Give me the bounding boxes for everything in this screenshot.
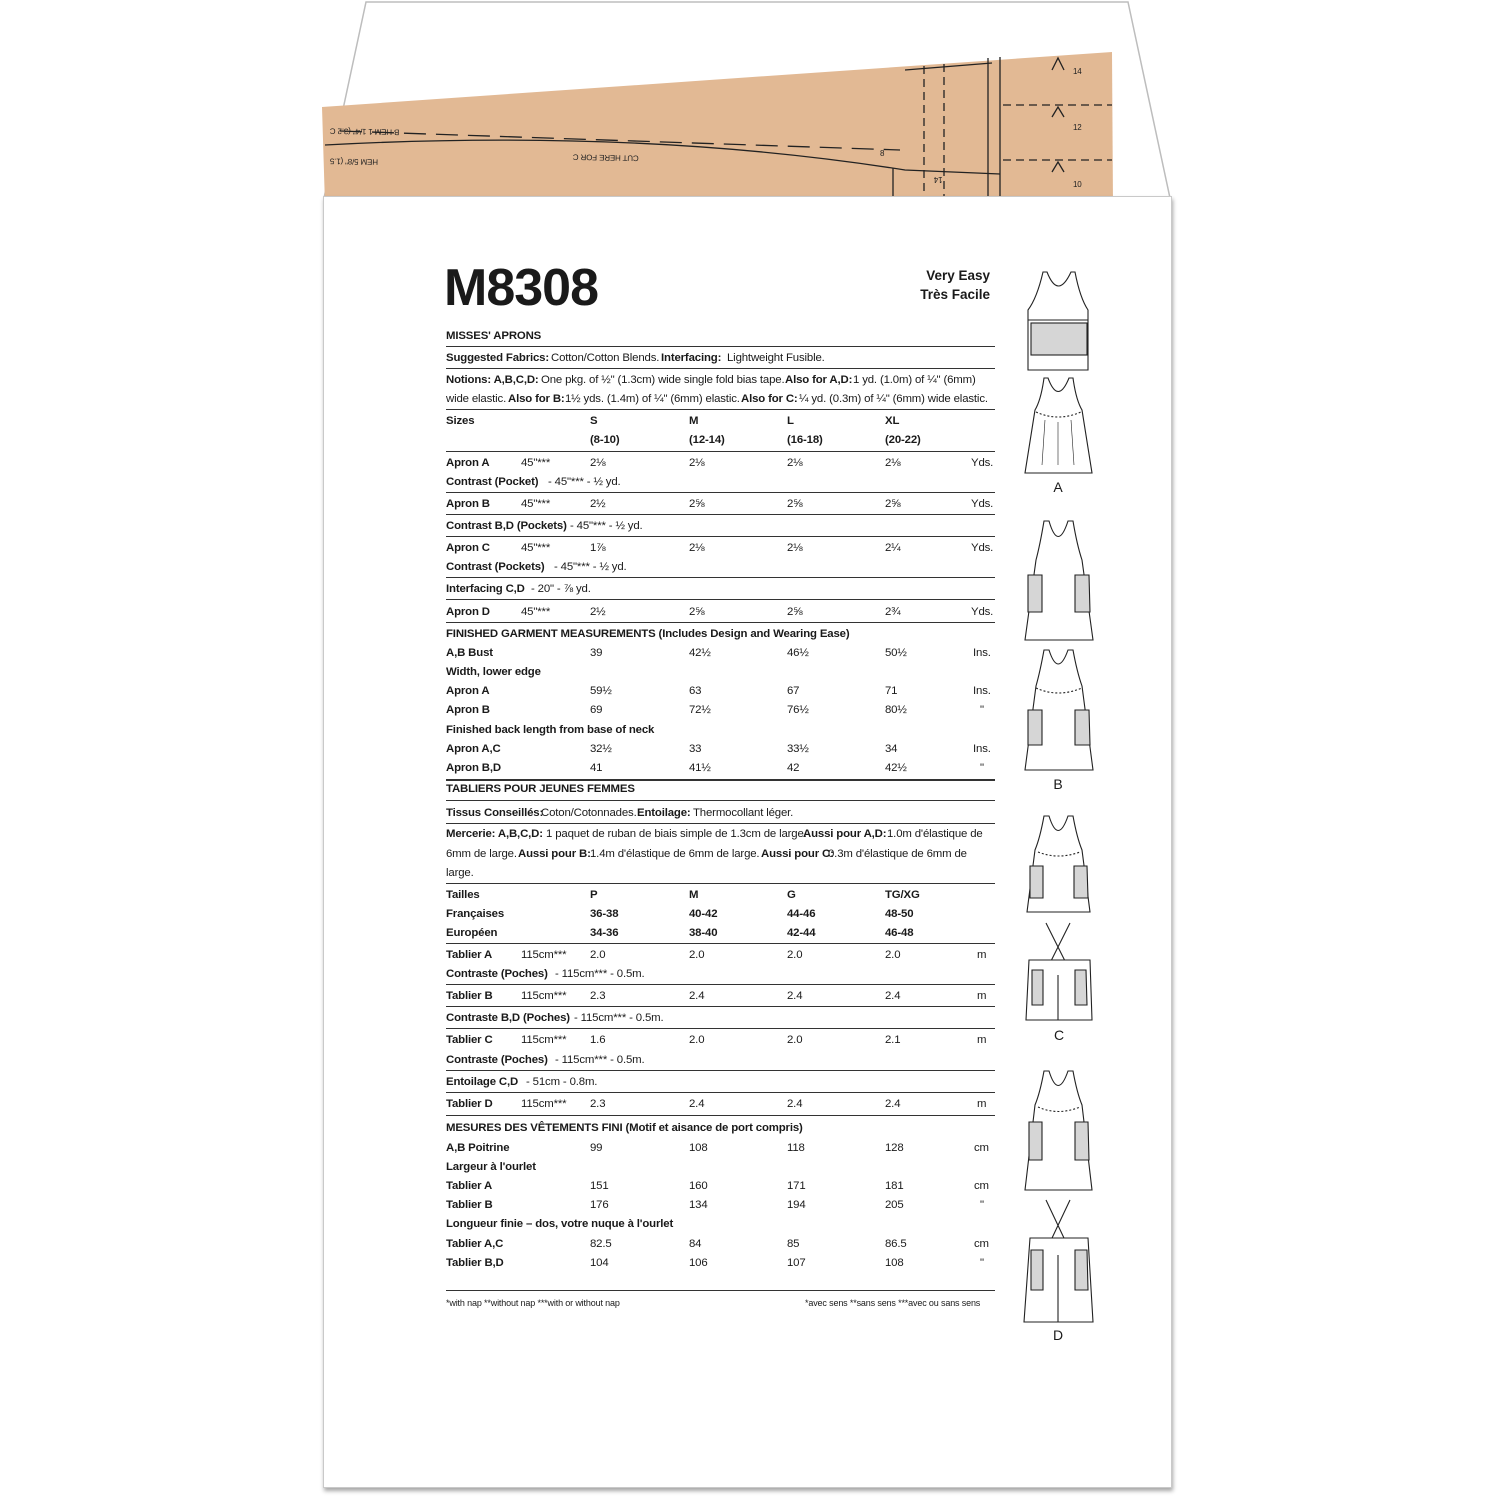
chart-cell: Also for A,D:	[785, 374, 853, 386]
tissue-label: 10	[1073, 180, 1082, 189]
chart-cell: 115cm***	[521, 1098, 567, 1110]
chart-cell: Ins.	[973, 647, 991, 659]
tissue-label: 12	[1073, 123, 1082, 132]
chart-cell: 2⅛	[689, 457, 705, 469]
chart-cell: Contrast B,D (Pockets)	[446, 520, 567, 532]
chart-cell: 85	[787, 1238, 800, 1250]
chart-cell: - 51cm - 0.8m.	[526, 1076, 598, 1088]
chart-cell: Lightweight Fusible.	[727, 352, 825, 364]
view-label-b: B	[1053, 776, 1063, 792]
chart-cell: Contraste (Poches)	[446, 1054, 548, 1066]
chart-cell: 2¼	[885, 542, 901, 554]
chart-cell: 2⅛	[787, 457, 803, 469]
chart-cell: - 115cm*** - 0.5m.	[555, 1054, 645, 1066]
chart-cell: Tablier B	[446, 1199, 493, 1211]
chart-cell: 36-38	[590, 908, 619, 920]
chart-cell: Longueur finie – dos, votre nuque à l'ourlet	[446, 1218, 674, 1230]
chart-cell: Françaises	[446, 908, 505, 920]
chart-cell: - 115cm*** - 0.5m.	[574, 1012, 664, 1024]
view-b-back-drawing	[1025, 650, 1093, 770]
chart-cell: 1 yd. (1.0m) of ¼" (6mm)	[853, 374, 976, 386]
chart-cell: Contraste (Poches)	[446, 968, 548, 980]
chart-cell: 2½	[590, 606, 606, 618]
chart-cell: 80½	[885, 704, 907, 716]
chart-cell: 33	[689, 743, 702, 755]
chart-cell: XL	[885, 415, 900, 427]
chart-cell: Suggested Fabrics:	[446, 352, 550, 364]
chart-cell: Thermocollant léger.	[693, 807, 794, 819]
chart-cell: 44-46	[787, 908, 816, 920]
chart-cell: 2.0	[689, 1034, 705, 1046]
chart-cell: 42½	[885, 762, 907, 774]
chart-cell: 2½	[590, 498, 606, 510]
chart-cell: 106	[689, 1257, 708, 1269]
chart-cell: 48-50	[885, 908, 914, 920]
chart-cell: 171	[787, 1180, 806, 1192]
chart-cell: 34	[885, 743, 898, 755]
chart-cell: Tablier D	[446, 1098, 493, 1110]
chart-cell: 40-42	[689, 908, 718, 920]
chart-cell: Tablier A,C	[446, 1238, 504, 1250]
chart-cell: 115cm***	[521, 990, 567, 1002]
chart-cell: Tablier B	[446, 990, 493, 1002]
chart-cell: 39	[590, 647, 603, 659]
chart-cell: Also for B:	[508, 393, 565, 405]
view-b-front-drawing	[1025, 521, 1093, 640]
chart-cell: 2.4	[885, 990, 901, 1002]
chart-cell: 50½	[885, 647, 907, 659]
chart-cell: 2.0	[787, 1034, 803, 1046]
chart-cell: m	[977, 949, 987, 961]
chart-cell: 45"***	[521, 542, 551, 554]
chart-cell: 38-40	[689, 927, 718, 939]
chart-cell: ¼ yd. (0.3m) of ¼" (6mm) wide elastic.	[799, 393, 988, 405]
chart-cell: Coton/Cotonnades.	[541, 807, 637, 819]
chart-cell: M	[689, 415, 699, 427]
chart-cell: 2⅝	[787, 606, 803, 618]
chart-cell: Apron A	[446, 457, 490, 469]
chart-cell: 71	[885, 685, 898, 697]
chart-cell: Apron A	[446, 685, 490, 697]
chart-cell: 2.4	[885, 1098, 901, 1110]
chart-cell: (16-18)	[787, 434, 823, 446]
chart-cell: Width, lower edge	[446, 666, 541, 678]
chart-cell: A,B Poitrine	[446, 1142, 510, 1154]
chart-cell: 2⅝	[689, 498, 705, 510]
chart-cell: cm	[974, 1142, 989, 1154]
chart-cell: Tailles	[446, 889, 480, 901]
chart-cell: 76½	[787, 704, 809, 716]
chart-cell: 2⅛	[590, 457, 606, 469]
chart-cell: 2⅝	[787, 498, 803, 510]
chart-cell: Yds.	[971, 542, 994, 554]
chart-cell: Contrast (Pocket)	[446, 476, 539, 488]
chart-cell: A,B Bust	[446, 647, 493, 659]
chart-cell: wide elastic.	[446, 393, 507, 405]
chart-cell: Aussi pour A,D:	[803, 828, 887, 840]
pattern-number: M8308	[444, 259, 598, 317]
chart-cell: "	[980, 704, 984, 716]
chart-cell: Ins.	[973, 685, 991, 697]
chart-cell: 69	[590, 704, 603, 716]
chart-cell: 2.4	[689, 990, 705, 1002]
chart-cell: - 115cm*** - 0.5m.	[555, 968, 645, 980]
chart-cell: Mercerie: A,B,C,D:	[446, 828, 543, 840]
view-label-d: D	[1052, 1327, 1064, 1343]
chart-cell: 181	[885, 1180, 904, 1192]
chart-cell: 2.4	[787, 1098, 803, 1110]
chart-cell: 108	[689, 1142, 708, 1154]
chart-cell: 84	[689, 1238, 702, 1250]
chart-cell: - 45"*** - ½ yd.	[548, 476, 621, 488]
chart-cell: 41	[590, 762, 603, 774]
chart-cell: 2⅛	[787, 542, 803, 554]
chart-cell: Aussi pour C:	[761, 848, 834, 860]
chart-cell: 2⅛	[689, 542, 705, 554]
chart-cell: Finished back length from base of neck	[446, 724, 655, 736]
view-d-back-drawing	[1024, 1200, 1093, 1322]
chart-cell: 2.3	[590, 1098, 606, 1110]
chart-cell: P	[590, 889, 598, 901]
chart-cell: Entoilage C,D	[446, 1076, 519, 1088]
view-a-front-drawing	[1028, 272, 1088, 370]
chart-cell: large.	[446, 867, 474, 879]
chart-cell: 2⅛	[885, 457, 901, 469]
chart-cell: 205	[885, 1199, 904, 1211]
chart-cell: Sizes	[446, 415, 475, 427]
view-c-back-drawing	[1026, 923, 1092, 1020]
chart-cell: "	[980, 762, 984, 774]
tissue-label: HEM 5/8" (1.5	[329, 156, 379, 167]
chart-cell: Aussi pour B:	[518, 848, 591, 860]
chart-cell: Yds.	[971, 457, 994, 469]
chart-cell: One pkg. of ½" (1.3cm) wide single fold bias tape.	[541, 374, 785, 386]
chart-cell: m	[977, 1034, 987, 1046]
chart-cell: Yds.	[971, 606, 994, 618]
chart-cell: 134	[689, 1199, 708, 1211]
chart-cell: MESURES DES VÊTEMENTS FINI (Motif et aisance de port compris)	[446, 1122, 803, 1134]
chart-cell: Ins.	[973, 743, 991, 755]
chart-cell: "	[980, 1199, 984, 1211]
chart-cell: 115cm***	[521, 949, 567, 961]
chart-cell: MISSES' APRONS	[446, 330, 542, 342]
chart-cell: 1 paquet de ruban de biais simple de 1.3cm de large.	[546, 828, 807, 840]
chart-cell: Apron C	[446, 542, 490, 554]
chart-cell: 1.4m d'élastique de 6mm de large.	[590, 848, 760, 860]
chart-cell: 2.3	[590, 990, 606, 1002]
chart-cell: Européen	[446, 927, 498, 939]
chart-cell: Notions: A,B,C,D:	[446, 374, 539, 386]
chart-cell: 115cm***	[521, 1034, 567, 1046]
chart-cell: - 45"*** - ½ yd.	[554, 561, 627, 573]
chart-cell: 2.0	[689, 949, 705, 961]
chart-cell: 59½	[590, 685, 612, 697]
chart-cell: 42	[787, 762, 800, 774]
chart-cell: 1.6	[590, 1034, 606, 1046]
chart-cell: 45"***	[521, 498, 551, 510]
chart-cell: 63	[689, 685, 702, 697]
chart-cell: Contraste B,D (Poches)	[446, 1012, 570, 1024]
chart-cell: 2.0	[787, 949, 803, 961]
chart-cell: 2.4	[689, 1098, 705, 1110]
chart-cell: Interfacing:	[661, 352, 722, 364]
chart-cell: 45"***	[521, 457, 551, 469]
chart-cell: Tablier A	[446, 949, 493, 961]
chart-cell: 160	[689, 1180, 708, 1192]
chart-cell: 33½	[787, 743, 809, 755]
chart-cell: Yds.	[971, 498, 994, 510]
chart-cell: 1½ yds. (1.4m) of ¼" (6mm) elastic.	[565, 393, 740, 405]
chart-cell: 32½	[590, 743, 612, 755]
view-d-front-drawing	[1025, 1071, 1092, 1190]
difficulty-fr: Très Facile	[920, 287, 990, 302]
chart-cell: M	[689, 889, 699, 901]
chart-cell: Apron D	[446, 606, 490, 618]
chart-cell: 194	[787, 1199, 806, 1211]
view-c-front-drawing	[1027, 816, 1090, 912]
chart-cell: Largeur à l'ourlet	[446, 1161, 536, 1173]
chart-cell: 128	[885, 1142, 904, 1154]
chart-cell: FINISHED GARMENT MEASUREMENTS (Includes Design and Wearing Ease)	[446, 628, 850, 640]
chart-cell: 82.5	[590, 1238, 612, 1250]
chart-cell: 34-36	[590, 927, 619, 939]
chart-cell: (20-22)	[885, 434, 921, 446]
footnote-fr: *avec sens **sans sens ***avec ou sans sens	[805, 1298, 981, 1308]
chart-cell: 2.4	[787, 990, 803, 1002]
chart-cell: Apron A,C	[446, 743, 501, 755]
chart-cell: cm	[974, 1238, 989, 1250]
chart-cell: Tablier C	[446, 1034, 493, 1046]
chart-cell: 41½	[689, 762, 711, 774]
chart-cell: L	[787, 415, 794, 427]
chart-cell: 151	[590, 1180, 609, 1192]
chart-cell: Apron B,D	[446, 762, 501, 774]
chart-cell: Contrast (Pockets)	[446, 561, 545, 573]
chart-cell: 99	[590, 1142, 603, 1154]
chart-cell: (8-10)	[590, 434, 620, 446]
chart-cell: Entoilage:	[637, 807, 691, 819]
tissue-label: 8	[880, 149, 885, 158]
chart-cell: 2.0	[590, 949, 606, 961]
chart-cell: 72½	[689, 704, 711, 716]
chart-cell: m	[977, 1098, 987, 1110]
chart-cell: m	[977, 990, 987, 1002]
chart-cell: 1⅞	[590, 542, 606, 554]
chart-cell: 2⅝	[885, 498, 901, 510]
chart-cell: G	[787, 889, 796, 901]
footnote-en: *with nap **without nap ***with or without nap	[446, 1298, 620, 1308]
chart-cell: - 45"*** - ½ yd.	[570, 520, 643, 532]
view-label-c: C	[1053, 1027, 1065, 1043]
chart-cell: Apron B	[446, 498, 490, 510]
chart-cell: Tablier A	[446, 1180, 493, 1192]
view-a-back-drawing	[1025, 378, 1092, 473]
chart-cell: 2¾	[885, 606, 901, 618]
chart-cell: 45"***	[521, 606, 551, 618]
chart-cell: 46½	[787, 647, 809, 659]
chart-cell: 42½	[689, 647, 711, 659]
chart-cell: 42-44	[787, 927, 816, 939]
chart-cell: 118	[787, 1142, 805, 1154]
chart-cell: "	[980, 1257, 984, 1269]
chart-cell: 1.0m d'élastique de	[887, 828, 983, 840]
chart-cell: 107	[787, 1257, 806, 1269]
chart-cell: TABLIERS POUR JEUNES FEMMES	[446, 783, 635, 795]
chart-cell: 6mm de large.	[446, 848, 517, 860]
chart-cell: 176	[590, 1199, 609, 1211]
chart-cell: Tissus Conseillés:	[446, 807, 544, 819]
chart-cell: Interfacing C,D	[446, 583, 525, 595]
chart-cell: Tablier B,D	[446, 1257, 504, 1269]
difficulty-en: Very Easy	[926, 268, 990, 283]
chart-cell: Also for C:	[741, 393, 798, 405]
chart-cell: S	[590, 415, 598, 427]
chart-cell: 86.5	[885, 1238, 907, 1250]
view-label-a: A	[1053, 479, 1063, 495]
chart-cell: 2⅝	[689, 606, 705, 618]
tissue-label: B HEM 1 1/4" (3.2 C	[329, 126, 400, 137]
tissue-label: CUT HERE FOR C	[572, 152, 639, 163]
chart-cell: TG/XG	[885, 889, 920, 901]
chart-cell: 46-48	[885, 927, 914, 939]
tissue-label: 14	[934, 175, 943, 184]
chart-cell: cm	[974, 1180, 989, 1192]
chart-cell: Apron B	[446, 704, 490, 716]
chart-cell: 67	[787, 685, 800, 697]
chart-cell: (12-14)	[689, 434, 725, 446]
chart-cell: Cotton/Cotton Blends.	[551, 352, 660, 364]
chart-cell: 108	[885, 1257, 904, 1269]
tissue-label: 14	[1073, 67, 1082, 76]
chart-cell: 104	[590, 1257, 609, 1269]
chart-cell: - 20" - ⅞ yd.	[531, 583, 591, 595]
chart-cell: 2.0	[885, 949, 901, 961]
chart-cell: 0.3m d'élastique de 6mm de	[828, 848, 967, 860]
chart-cell: 2.1	[885, 1034, 901, 1046]
